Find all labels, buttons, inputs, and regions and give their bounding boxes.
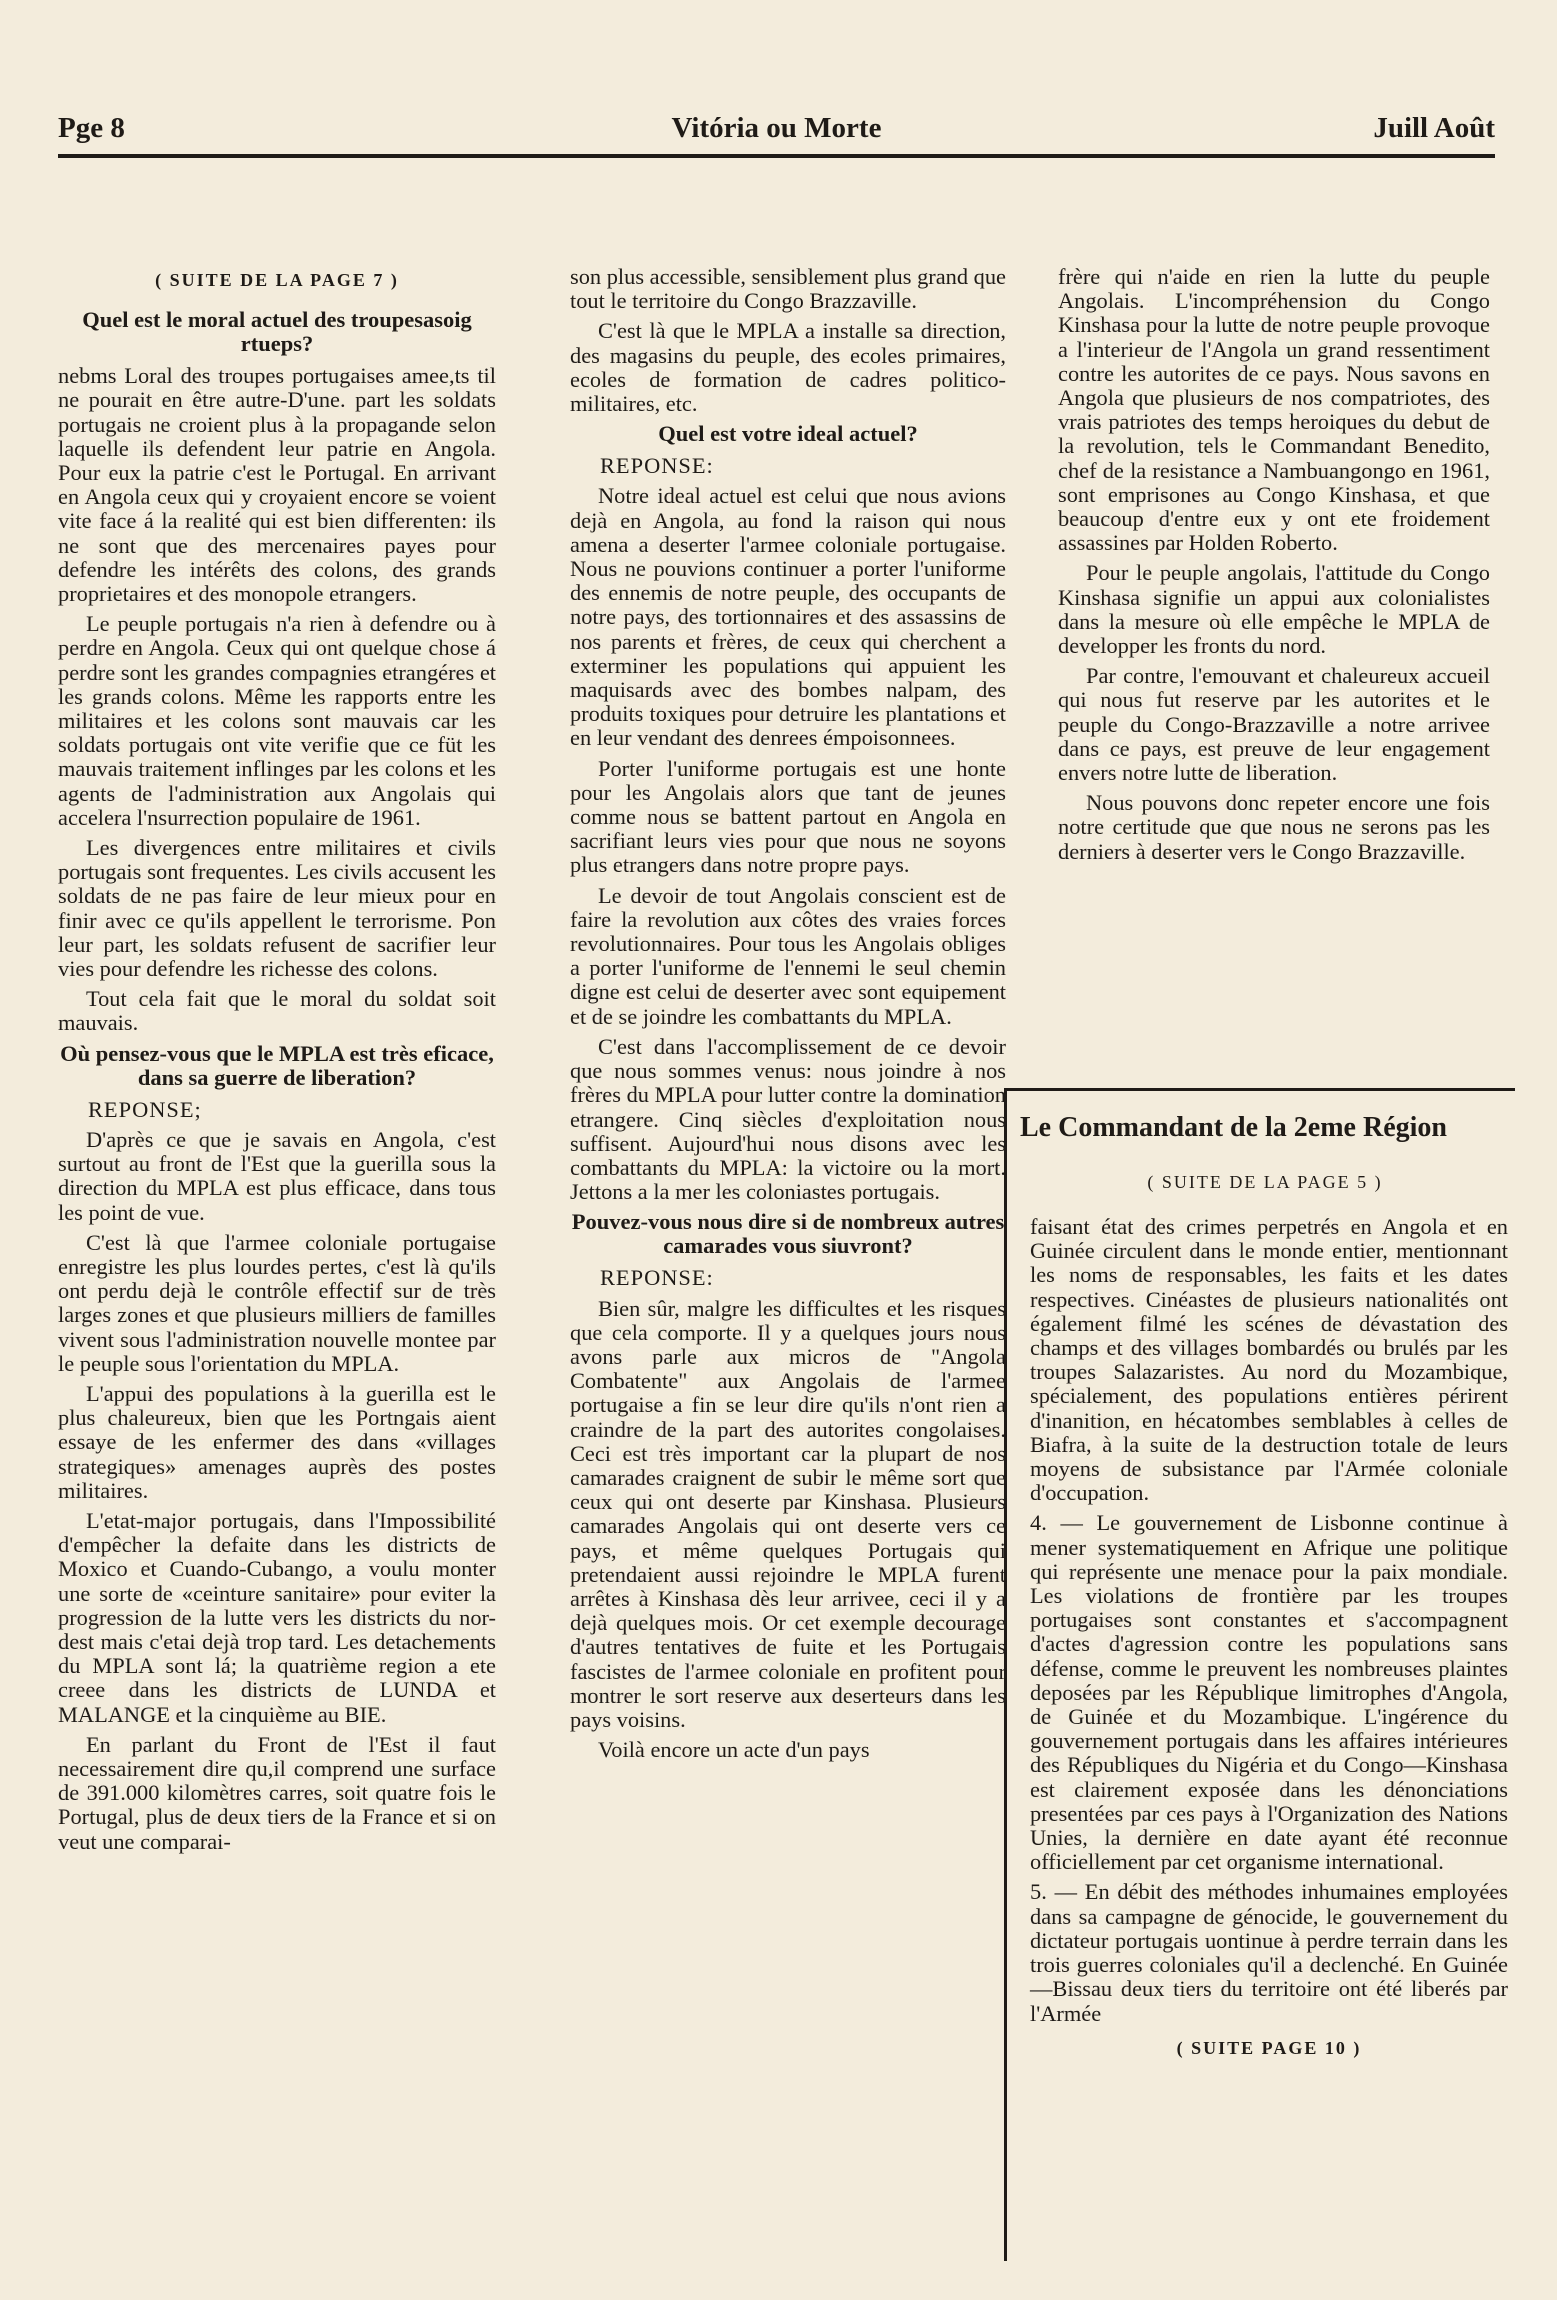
question-heading: Où pensez-vous que le MPLA est très eficace, dans sa guerre de liberation? <box>60 1040 494 1090</box>
paragraph: Le peuple portugais n'a rien à defendre ou à perdre en Angola. Ceux qui ont quelque chose á perdre sont les grandes compagnies etrangéres et les grands colons. Même les rapports entre les militaires et les colons sont mauvais car les soldats portugais ont vite verifie que ce füt les mauvais traitement inflinges par les colons et les agents de l'administration aux Angolais qui accelera l'nsurrection populaire de 1961. <box>58 611 496 830</box>
paragraph: Par contre, l'emouvant et chaleureux accueil qui nous fut reserve par les autorites et le peuple du Congo-Brazzaville a notre arrivee dans ce pays, est preuve de leur engagement envers notre lutte de liberation. <box>1058 663 1490 786</box>
paragraph: 5. — En débit des méthodes inhumaines employées dans sa campagne de génocide, le gouvernement du dictateur portugais uontinue à perdre terrain dans les trois guerres coloniales qu'il a declenché. En Guinée—Bissau deux tiers du territoire ont été liberés par l'Armée <box>1030 1879 1508 2026</box>
paragraph: frère qui n'aide en rien la lutte du peuple Angolais. L'incompréhension du Congo Kinshasa pour la lutte de notre peuple provoque a l'interieur de l'Angola un grand ressentiment contre les autorites de ce pays. Nous savons en Angola que plusieurs de nos compatriotes, des vrais patriotes des temps heroiques du debut de la revolution, tels le Commandant Benedito, chef de la resistance a Nambuangongo en 1961, sont emprisones au Congo Kinshasa, et que beaucoup d'entre eux y ont ete froidement assassines par Holden Roberto. <box>1058 264 1490 556</box>
paragraph: nebms Loral des troupes portugaises amee,ts til ne pourait en être autre-D'une. part les soldats portugais ne croient plus à la propagande selon laquelle ils defendent leur patrie en Angola. Pour eux la patrie c'est le Portugal. En arrivant en Angola ceux qui y croyaient encore se voient vite face á la realité qui est bien differenten: ils ne sont que des mercenaires payes pour defendre les intérêts des colons, des grands proprietaires et des monopole etrangers. <box>58 363 496 607</box>
paragraph: D'après ce que je savais en Angola, c'est surtout au front de l'Est que la guerilla sous la direction du MPLA est plus efficace, dans tous les point de vue. <box>58 1126 496 1225</box>
issue-date: Juill Août <box>1373 112 1495 144</box>
reponse-label: REPONSE; <box>88 1096 202 1122</box>
paragraph: Notre ideal actuel est celui que nous avions dejà en Angola, au fond la raison qui nous amena a deserter l'armee coloniale portugaise. Nous ne pouvions continuer a porter l'uniforme des ennemis de notre peuple, des occupants de notre pays, des tortionnaires et des assassins de nos parents et frères, de ceux qui cherchent a exterminer les populations qui appuient les maquisards avec des bombes nalpam, des produits toxiques pour detruire les plantations et en leur vendant des denrees émpoisonnees. <box>570 483 1006 751</box>
boxed-article-body <box>1030 1215 1508 2060</box>
continued-from-label: ( SUITE DE LA PAGE 7 ) <box>155 270 399 290</box>
question-heading: Quel est le moral actuel des troupesasoig rtueps? <box>82 307 472 357</box>
paragraph: Le devoir de tout Angolais conscient est de faire la revolution aux côtes des vraies forces revolutionnaires. Pour tous les Angolais obliges a porter l'uniforme de l'ennemi le seul chemin digne est celui de deserter avec sont equipement et de se joindre les combattants du MPLA. <box>570 882 1006 1029</box>
article-title: Le Commandant de la 2eme Région <box>1020 1112 1447 1143</box>
paragraph: C'est là que l'armee coloniale portugaise enregistre les plus lourdes pertes, c'est là qu'ils ont perdu dejà le contrôle effectif sur de très larges zones et que plusieurs milliers de familles vivent sous l'administration nouvelle montee par le peuple sous l'orientation du MPLA. <box>58 1229 496 1376</box>
paragraph: L'appui des populations à la guerilla est le plus chaleureux, bien que les Portngais aient essaye de les enfermer des dans «villages strategiques» amenages auprès des postes militaires. <box>58 1380 496 1503</box>
column-1 <box>58 268 496 1860</box>
reponse-label: REPONSE: <box>600 1265 714 1291</box>
question-heading: Pouvez-vous nous dire si de nombreux autres camarades vous siuvront? <box>571 1209 1005 1259</box>
reponse-label: REPONSE: <box>600 453 714 479</box>
masthead-rule <box>58 154 1495 158</box>
paragraph: Nous pouvons donc repeter encore une fois notre certitude que que nous ne serons pas les derniers à deserter vers le Congo Brazzaville. <box>1058 790 1490 864</box>
paragraph: Les divergences entre militaires et civils portugais sont frequentes. Les civils accusent les soldats de ne pas faire de leur mieux pour en finir avec ce qu'ils appellent le terrorisme. Pon leur part, les soldats refusent de sacrifier leur vies pour defendre les richesse des colons. <box>58 835 496 982</box>
paragraph: Tout cela fait que le moral du soldat soit mauvais. <box>58 986 496 1036</box>
page-number: Pge 8 <box>58 112 125 144</box>
paragraph: C'est dans l'accomplissement de ce devoir que nous sommes venus: nous joindre à nos frères du MPLA pour lutter contre la domination etrangere. Cinq siècles d'exploitation nous suffisent. Aujourd'hui nous disons avec les combattants du MPLA: la victoire ou la mort. Jettons a la mer les coloniastes portugais. <box>570 1033 1006 1205</box>
column-3 <box>1058 265 1490 870</box>
paragraph: Porter l'uniforme portugais est une honte pour les Angolais alors que tant de jeunes comme nous se battent partout en Angola en sacrifiant leurs vies pour que nous ne soyons plus etrangers dans notre propre pays. <box>570 755 1006 878</box>
paragraph: L'etat-major portugais, dans l'Impossibilité d'empêcher la defaite dans les districts de Moxico et Cuando-Cubango, a voulu monter une sorte de «ceinture sanitaire» pour eviter la progression de la lutte vers les districts du nor-dest mais c'etai dejà trop tard. Les detachements du MPLA sont lá; la quatrième region a ete creee dans les districts de LUNDA et MALANGE et la cinquième au BIE. <box>58 1507 496 1727</box>
column-2 <box>570 265 1006 1768</box>
continued-on-label: ( SUITE PAGE 10 ) <box>1176 2037 1362 2058</box>
paragraph: Bien sûr, malgre les difficultes et les risques que cela comporte. Il y a quelques jours nous avons parle aux micros de "Angola Combatente" aux Angolais de l'armee portugaise a fin se leur dire qu'ils n'ont rien a craindre de la part des autorites congolaises. Ceci est très important car la plupart de nos camarades craignent de subir le même sort que ceux qui ont deserte par Kinshasa. Plusieurs camarades Angolais qui ont deserte vers ce pays, et même quelques Portugais qui pretendaient aussi rejoindre le MPLA furent arrêtes à Kinshasa dès leur arrivee, ceci il y a dejà quelques mois. Or cet exemple decourage d'autres tentatives de fuite et les Portugais fascistes de l'armee coloniale en profitent pour montrer le sort reserve aux deserteurs dans les pays voisins. <box>570 1295 1006 1732</box>
paragraph: Pour le peuple angolais, l'attitude du Congo Kinshasa signifie un appui aux colonialistes dans la mesure où elle empêche le MPLA de developper les fronts du nord. <box>1058 560 1490 659</box>
paragraph: En parlant du Front de l'Est il faut necessairement dire qu,il comprend une surface de 391.000 kilomètres carres, soit quatre fois le Portugal, plus de deux tiers de la France et si on veut une comparai- <box>58 1731 496 1854</box>
paragraph: C'est là que le MPLA a installe sa direction, des magasins du peuple, des ecoles primaires, ecoles de formation de cadres politico-militaires, etc. <box>570 318 1006 417</box>
paragraph: faisant état des crimes perpetrés en Angola et en Guinée circulent dans le monde entier, mentionnant les noms de responsables, les faits et les dates respectives. Cinéastes de plusieurs nationalités ont également filmé les scénes de dévastation des champs et des villages bombardés ou brulés par les troupes Salazaristes. Au nord du Mozambique, spécialement, des populations entières périrent d'inanition, en hécatombes semblables à celles de Biafra, à la suite de la destruction totale de leurs moyens de subsistance par l'Armée coloniale d'occupation. <box>1030 1214 1508 1506</box>
paragraph: son plus accessible, sensiblement plus grand que tout le territoire du Congo Brazzaville. <box>570 264 1006 314</box>
continued-from-label: ( SUITE DE LA PAGE 5 ) <box>1147 1172 1383 1192</box>
paragraph: 4. — Le gouvernement de Lisbonne continue à mener systematiquement en Afrique une politique qui représente une menace pour la paix mondiale. Les violations de frontière par les troupes portugaises sont constantes et s'accompagnent d'actes d'agression contre les populations sans défense, comme le preuvent les nombreuses plaintes deposées par les République limitrophes d'Angola, de Guinée et du Mozambique. L'ingérence du gouvernement portugais dans les affaires intérieures des Républiques du Nigéria et du Congo—Kinshasa est clairement exposée dans les dénonciations presentées par ces pays à l'Organization des Nations Unies, la dernière en date ayant été reconnue officiellement par cet organisme international. <box>1030 1510 1508 1875</box>
question-heading: Quel est votre ideal actuel? <box>658 421 918 447</box>
paragraph: Voilà encore un acte d'un pays <box>598 1737 870 1763</box>
masthead <box>58 112 1495 156</box>
newspaper-title: Vitória ou Morte <box>671 112 882 144</box>
